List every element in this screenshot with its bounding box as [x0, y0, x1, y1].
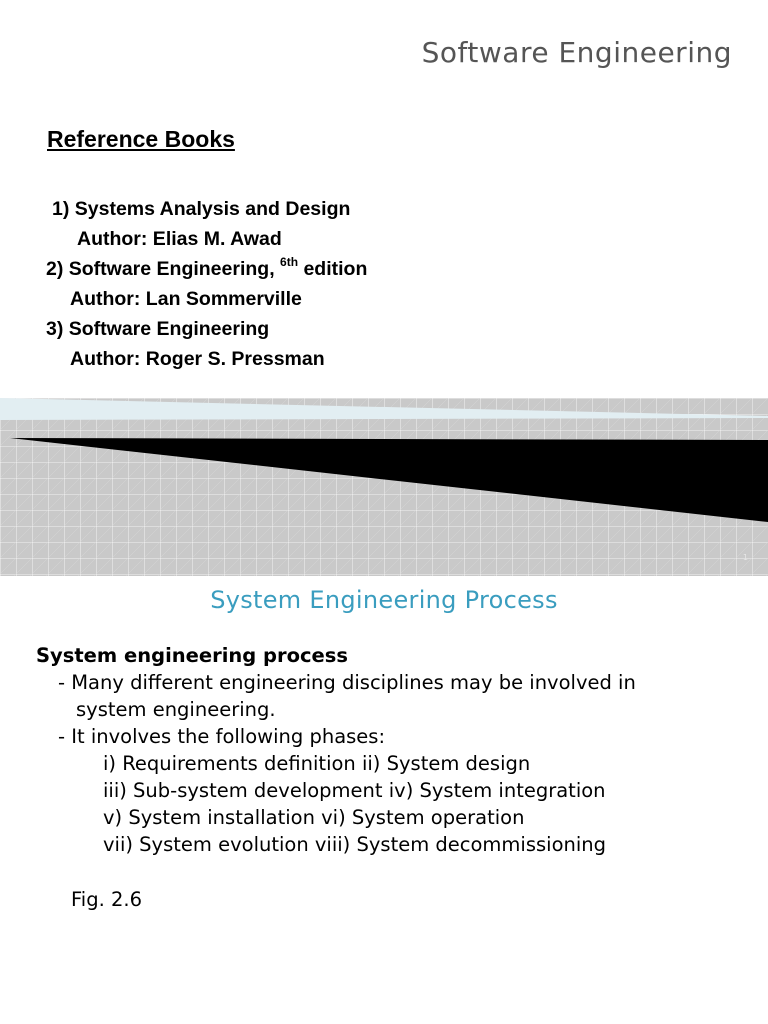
bullet-line: - Many different engineering disciplines may be involved in	[58, 671, 636, 694]
bullet-line: - It involves the following phases:	[58, 725, 386, 748]
page-number: 1	[742, 553, 748, 562]
book-1-author: Author: Elias M. Awad	[77, 228, 282, 250]
book-1-title: 1) Systems Analysis and Design	[52, 198, 351, 220]
figure-label: Fig. 2.6	[71, 888, 143, 911]
book-3-author: Author: Roger S. Pressman	[70, 348, 325, 370]
phase-line: i) Requirements definition ii) System design	[103, 752, 531, 775]
bullet-line: system engineering.	[76, 698, 276, 721]
book-2-title-text: 2) Software Engineering,	[46, 258, 281, 280]
process-heading: System engineering process	[36, 644, 348, 667]
book-3-title: 3) Software Engineering	[46, 318, 270, 340]
slide-title: System Engineering Process	[210, 586, 558, 614]
phase-line: vii) System evolution viii) System decommissioning	[103, 833, 607, 856]
phase-line: v) System installation vi) System operation	[103, 806, 525, 829]
reference-books-heading: Reference Books	[47, 126, 235, 152]
book-2-edition-superscript: 6th	[280, 254, 299, 269]
slide-system-engineering-process	[0, 576, 768, 1024]
book-2-edition-text: edition	[298, 258, 368, 280]
decorative-footer-band	[0, 398, 768, 576]
phase-line: iii) Sub-system development iv) System integration	[103, 779, 606, 802]
slide-title: Software Engineering	[421, 36, 732, 69]
book-2-title	[46, 254, 368, 281]
book-2-author: Author: Lan Sommerville	[70, 288, 302, 310]
